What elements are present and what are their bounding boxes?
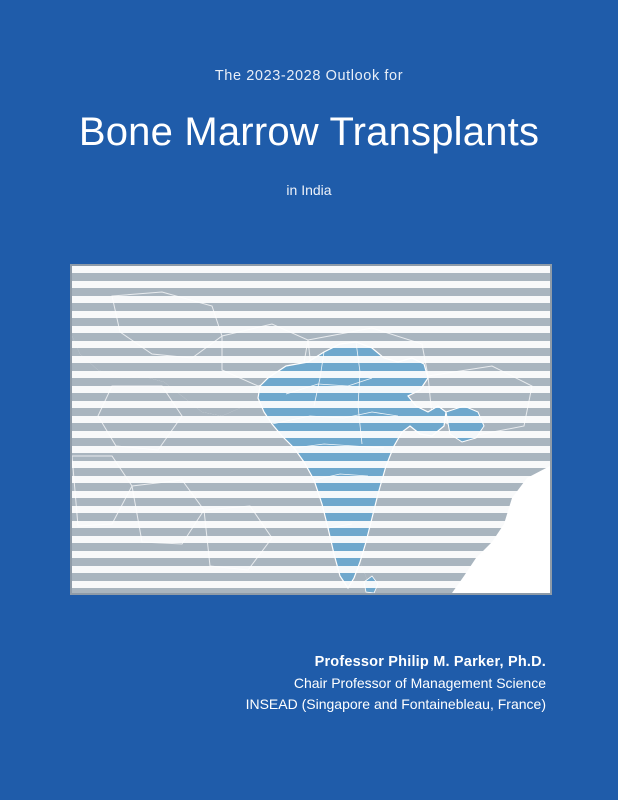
- cover-subtitle: in India: [286, 182, 332, 198]
- title-block: [0, 68, 618, 198]
- author-affiliation: INSEAD (Singapore and Fontainebleau, France): [245, 695, 546, 712]
- cover-main-title: Bone Marrow Transplants: [78, 110, 540, 154]
- map-of-india: [72, 266, 550, 593]
- author-block: [246, 652, 546, 714]
- map-frame: [70, 264, 552, 595]
- author-role: Chair Professor of Management Science: [293, 675, 546, 692]
- cover-pre-title: The 2023-2028 Outlook for: [214, 68, 404, 84]
- map-illustration: [72, 266, 550, 593]
- author-name: Professor Philip M. Parker, Ph.D.: [314, 654, 546, 671]
